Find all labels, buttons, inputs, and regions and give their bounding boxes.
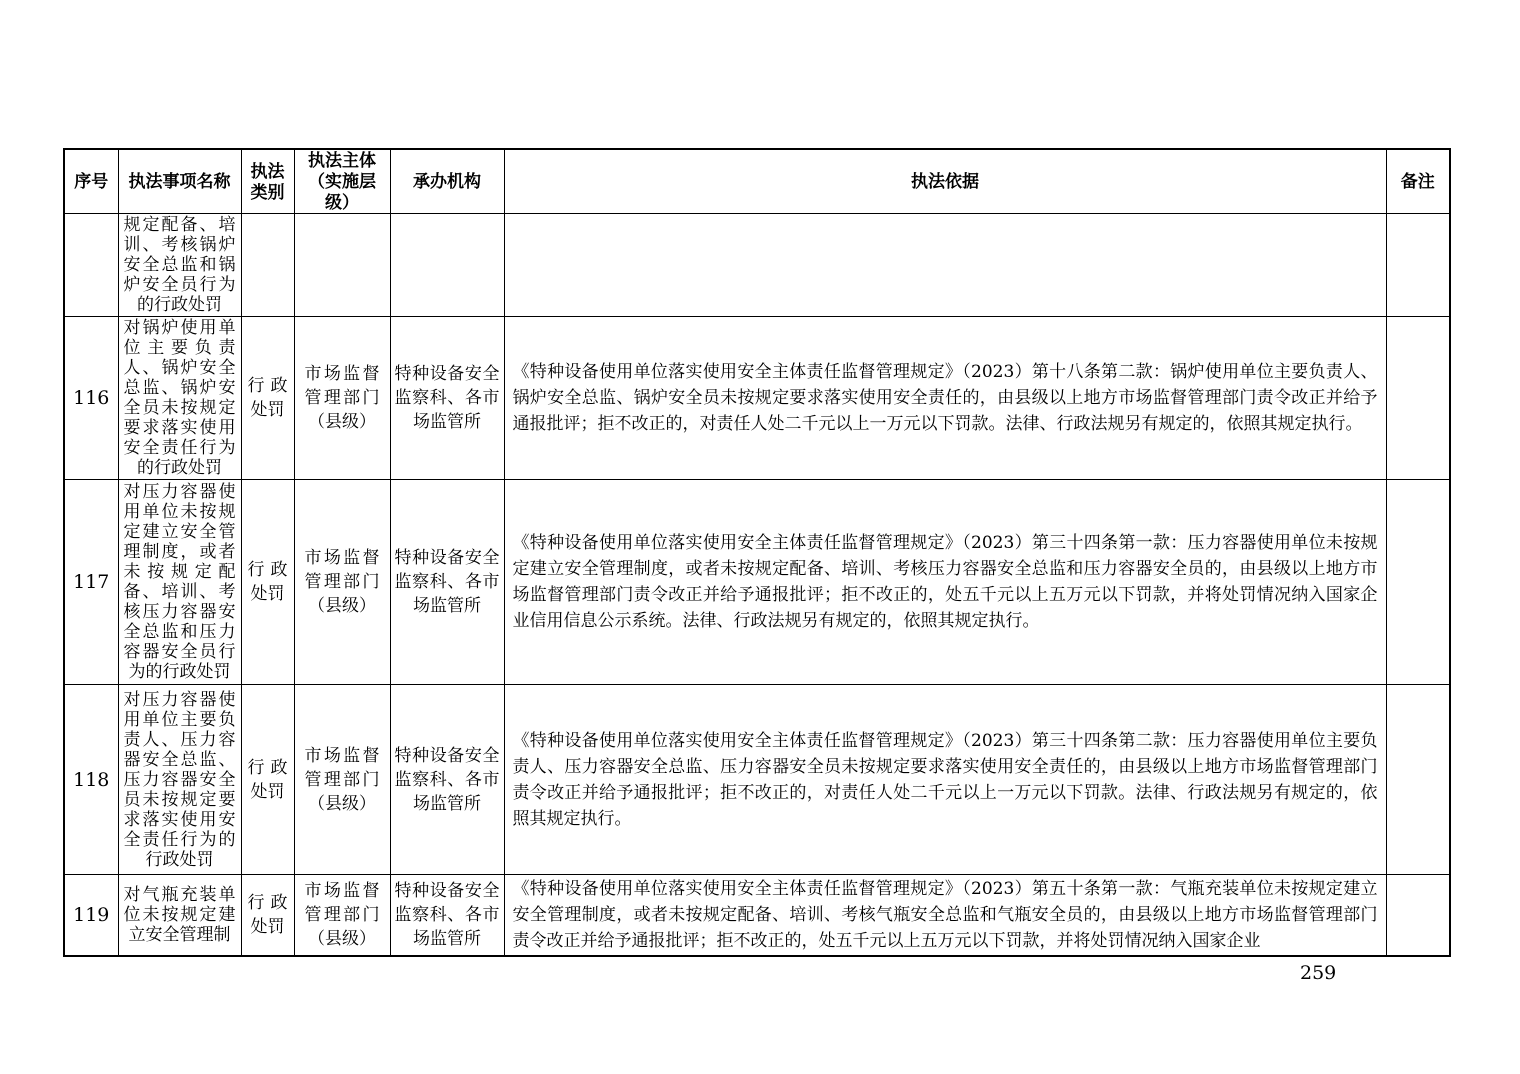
item-name-cell: 对气瓶充装单位未按规定建立安全管理制	[118, 875, 241, 957]
basis-cell	[504, 214, 1386, 317]
item-name-cell: 规定配备、培训、考核锅炉安全总监和锅炉安全员行为的行政处罚	[118, 214, 241, 317]
enforcement-items-table	[63, 148, 1451, 957]
seq-cell: 118	[64, 685, 118, 875]
item-name-cell: 对压力容器使用单位主要负责人、压力容器安全总监、压力容器安全员未按规定要求落实使用安全责任行为的行政处罚	[118, 685, 241, 875]
agency-cell: 特种设备安全监察科、各市场监管所	[390, 317, 504, 480]
table-row-117	[64, 480, 1450, 685]
table-row-119	[64, 875, 1450, 957]
category-cell: 行政处罚	[241, 685, 294, 875]
basis-cell: 《特种设备使用单位落实使用安全主体责任监督管理规定》（2023）第五十条第一款：气瓶充装单位未按规定建立安全管理制度，或者未按规定配备、培训、考核气瓶安全总监和气瓶安全员的，由县级以上地方市场监督管理部门责令改正并给予通报批评；拒不改正的，处五千元以上五万元以下罚款，并将处罚情况纳入国家企业	[504, 875, 1386, 957]
header-category: 执法类别	[241, 149, 294, 214]
seq-cell: 116	[64, 317, 118, 480]
header-seq: 序号	[64, 149, 118, 214]
table-row-continuation	[64, 214, 1450, 317]
basis-cell: 《特种设备使用单位落实使用安全主体责任监督管理规定》（2023）第三十四条第二款：压力容器使用单位主要负责人、压力容器安全总监、压力容器安全员未按规定要求落实使用安全责任的，由县级以上地方市场监督管理部门责令改正并给予通报批评；拒不改正的，对责任人处二千元以上一万元以下罚款。法律、行政法规另有规定的，依照其规定执行。	[504, 685, 1386, 875]
header-row	[64, 149, 1450, 214]
table-row-118	[64, 685, 1450, 875]
category-cell	[241, 214, 294, 317]
note-cell	[1386, 214, 1450, 317]
table-row-116	[64, 317, 1450, 480]
subject-cell: 市场监督管理部门（县级）	[294, 875, 390, 957]
category-cell: 行政处罚	[241, 875, 294, 957]
subject-cell: 市场监督管理部门（县级）	[294, 480, 390, 685]
subject-cell: 市场监督管理部门（县级）	[294, 685, 390, 875]
header-agency: 承办机构	[390, 149, 504, 214]
note-cell	[1386, 480, 1450, 685]
note-cell	[1386, 317, 1450, 480]
header-basis: 执法依据	[504, 149, 1386, 214]
basis-cell: 《特种设备使用单位落实使用安全主体责任监督管理规定》（2023）第十八条第二款：锅炉使用单位主要负责人、锅炉安全总监、锅炉安全员未按规定要求落实使用安全责任的，由县级以上地方市场监督管理部门责令改正并给予通报批评；拒不改正的，对责任人处二千元以上一万元以下罚款。法律、行政法规另有规定的，依照其规定执行。	[504, 317, 1386, 480]
seq-cell	[64, 214, 118, 317]
item-name-cell: 对压力容器使用单位未按规定建立安全管理制度，或者未按规定配备、培训、考核压力容器安全总监和压力容器安全员行为的行政处罚	[118, 480, 241, 685]
agency-cell: 特种设备安全监察科、各市场监管所	[390, 875, 504, 957]
header-item-name: 执法事项名称	[118, 149, 241, 214]
seq-cell: 119	[64, 875, 118, 957]
subject-cell: 市场监督管理部门（县级）	[294, 317, 390, 480]
seq-cell: 117	[64, 480, 118, 685]
category-cell: 行政处罚	[241, 317, 294, 480]
agency-cell	[390, 214, 504, 317]
agency-cell: 特种设备安全监察科、各市场监管所	[390, 480, 504, 685]
category-cell: 行政处罚	[241, 480, 294, 685]
basis-cell: 《特种设备使用单位落实使用安全主体责任监督管理规定》（2023）第三十四条第一款：压力容器使用单位未按规定建立安全管理制度，或者未按规定配备、培训、考核压力容器安全总监和压力容器安全员的，由县级以上地方市场监督管理部门责令改正并给予通报批评；拒不改正的，处五千元以上五万元以下罚款，并将处罚情况纳入国家企业信用信息公示系统。法律、行政法规另有规定的，依照其规定执行。	[504, 480, 1386, 685]
agency-cell: 特种设备安全监察科、各市场监管所	[390, 685, 504, 875]
note-cell	[1386, 685, 1450, 875]
subject-cell	[294, 214, 390, 317]
item-name-cell: 对锅炉使用单位主要负责人、锅炉安全总监、锅炉安全员未按规定要求落实使用安全责任行为的行政处罚	[118, 317, 241, 480]
header-note: 备注	[1386, 149, 1450, 214]
header-subject: 执法主体（实施层级）	[294, 149, 390, 214]
note-cell	[1386, 875, 1450, 957]
page-number: 259	[1300, 962, 1337, 984]
